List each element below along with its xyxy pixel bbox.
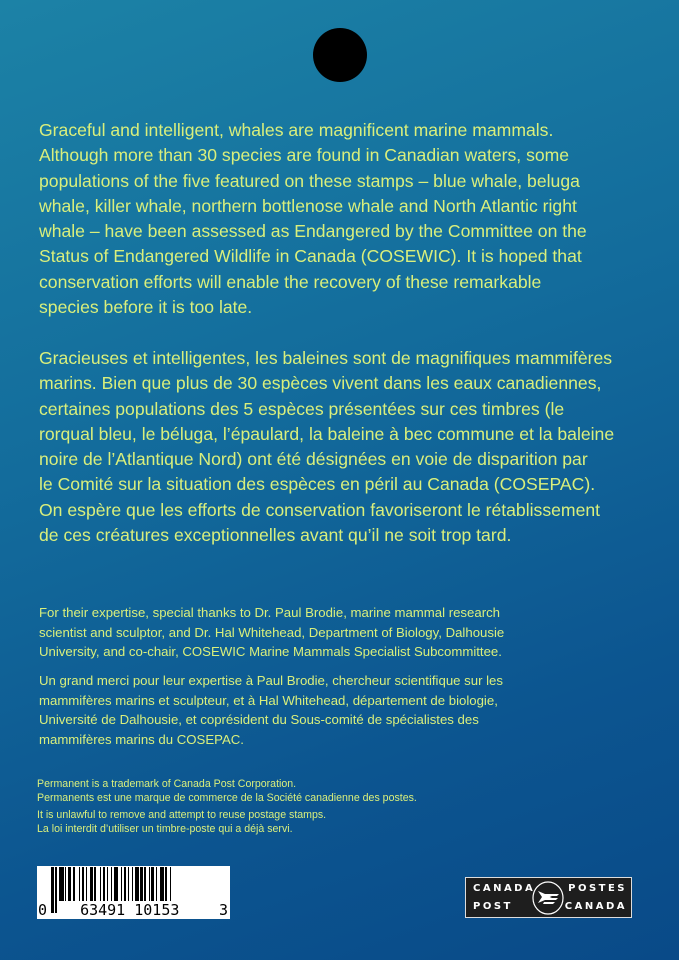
barcode-number xyxy=(38,901,229,919)
barcode xyxy=(37,866,230,919)
text-line: marins. Bien que plus de 30 espèces vivent dans les eaux canadiennes, xyxy=(39,373,602,394)
text-line: Université de Dalhousie, et coprésident du Sous-comité de spécialistes des xyxy=(39,712,479,727)
barcode-digits: 63491 10153 xyxy=(80,901,180,919)
text-line: Un grand merci pour leur expertise à Paul Brodie, chercheur scientifique sur les xyxy=(39,673,503,688)
text-line: le Comité sur la situation des espèces en péril au Canada (COSEPAC). xyxy=(39,474,596,495)
french-paragraph xyxy=(39,346,614,548)
text-line: It is unlawful to remove and attempt to reuse postage stamps. xyxy=(37,809,327,821)
eagle-icon xyxy=(530,880,566,916)
english-paragraph xyxy=(39,118,587,320)
text-line: Graceful and intelligent, whales are magnificent marine mammals. xyxy=(39,120,554,140)
text-line: Gracieuses et intelligentes, les baleines sont de magnifiques mammifères xyxy=(39,348,613,368)
logo-text: CANADA xyxy=(473,883,536,894)
text-line: Although more than 30 species are found in Canadian waters, some xyxy=(39,145,570,166)
text-line: certaines populations des 5 espèces présentées sur ces timbres (le xyxy=(39,398,565,419)
text-line: University, and co-chair, COSEWIC Marine Mammals Specialist Subcommittee. xyxy=(39,644,502,659)
thanks-english xyxy=(39,603,504,662)
text-line: On espère que les efforts de conservation favoriseront le rétablissement xyxy=(39,499,601,520)
logo-text: CANADA xyxy=(564,901,627,912)
text-line: scientist and sculptor, and Dr. Hal Whitehead, Department of Biology, Dalhousie xyxy=(39,624,505,640)
text-line: populations of the five featured on these stamps – blue whale, beluga xyxy=(39,170,580,191)
barcode-digit-last: 3 xyxy=(218,901,228,919)
text-line: whale, killer whale, northern bottlenose whale and North Atlantic right xyxy=(39,195,577,216)
text-line: species before it is too late. xyxy=(39,297,253,318)
text-line: mammifères marins et sculpteur, et à Hal Whitehead, département de biologie, xyxy=(39,692,498,708)
text-line: Permanent is a trademark of Canada Post Corporation. xyxy=(37,778,297,790)
barcode-bars xyxy=(51,867,217,901)
text-line: whale – have been assessed as Endangered by the Committee on the xyxy=(39,221,587,242)
text-line: Permanents est une marque de commerce de la Société canadienne des postes. xyxy=(37,791,417,804)
thanks-french xyxy=(39,671,503,749)
text-line: noire de l’Atlantique Nord) ont été désignées en voie de disparition par xyxy=(39,449,588,470)
text-line: Status of Endangered Wildlife in Canada (COSEWIC). It is hoped that xyxy=(39,246,582,267)
logo-text: POSTES xyxy=(568,883,627,894)
text-line: rorqual bleu, le béluga, l’épaulard, la baleine à bec commune et la baleine xyxy=(39,423,615,444)
text-line: For their expertise, special thanks to Dr. Paul Brodie, marine mammal research xyxy=(39,605,501,620)
text-line: La loi interdit d’utiliser un timbre-poste qui a déjà servi. xyxy=(37,822,293,835)
canada-post-logo xyxy=(465,877,632,918)
black-dot xyxy=(313,28,367,82)
barcode-digit-first: 0 xyxy=(38,901,48,919)
text-line: de ces créatures exceptionnelles avant qu’il ne soit trop tard. xyxy=(39,525,512,546)
legal-notice xyxy=(37,809,326,836)
text-line: conservation efforts will enable the recovery of these remarkable xyxy=(39,271,542,292)
logo-text: POST xyxy=(473,901,513,912)
text-line: mammifères marins du COSEPAC. xyxy=(39,731,244,747)
trademark-notice xyxy=(37,778,417,805)
